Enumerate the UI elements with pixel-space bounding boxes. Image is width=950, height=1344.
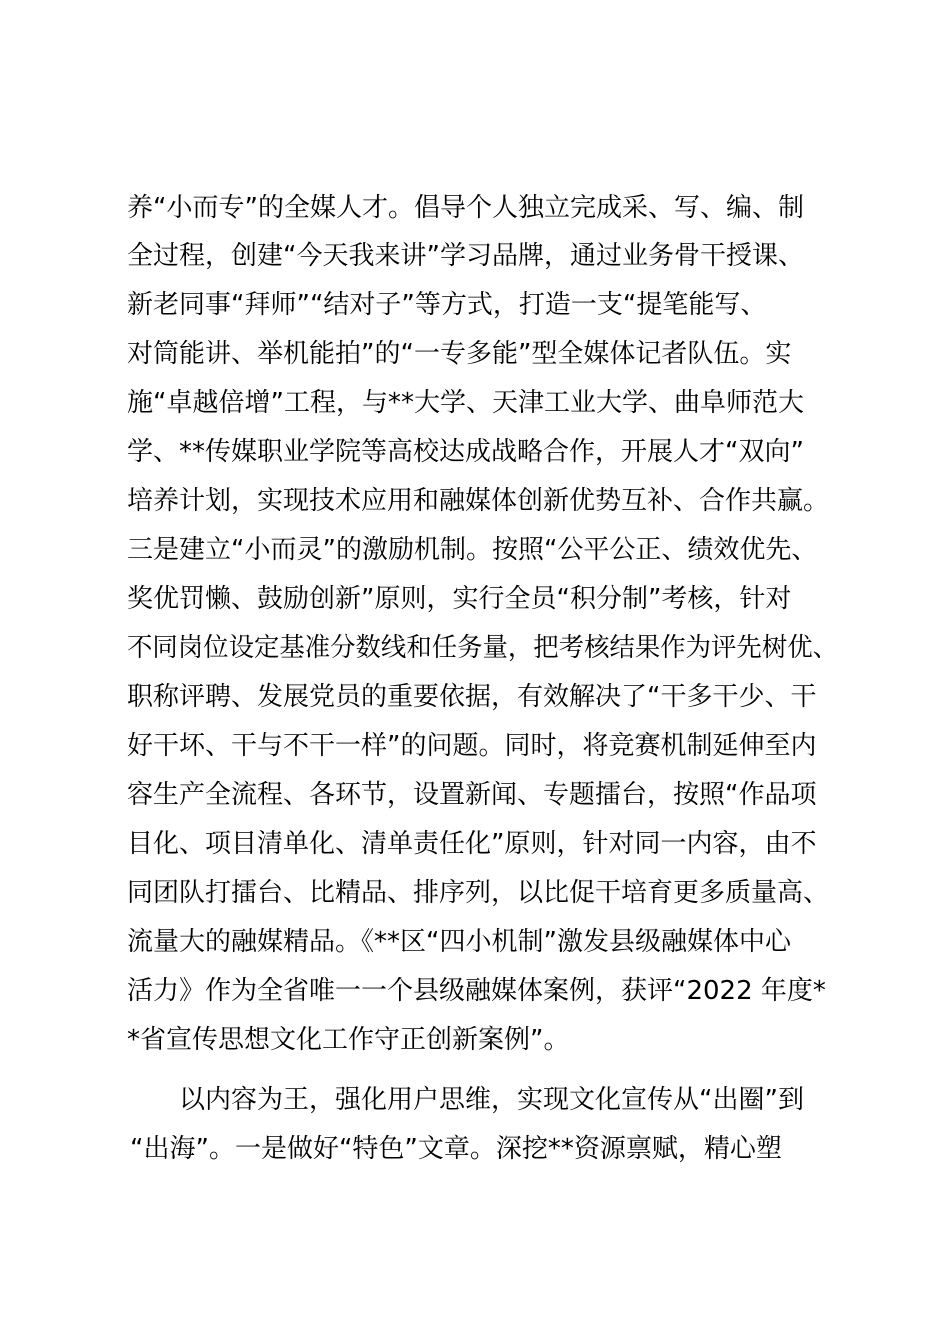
- text-line: 好干坏、干与不干一样”的问题。同时，将竞赛机制延伸至内: [127, 731, 817, 761]
- text-line: 对筒能讲、举机能拍”的“一专多能”型全媒体记者队伍。实: [127, 339, 792, 369]
- text-line: 全过程，创建“今天我来讲”学习品牌，通过业务骨干授课、: [127, 241, 804, 271]
- text-line: 不同岗位设定基准分数线和任务量，把考核结果作为评先树优、: [127, 633, 839, 663]
- text-line: 职称评聘、发展党员的重要依据，有效解决了“干多干少、干: [127, 682, 817, 712]
- text-line: “出海”。一是做好“特色”文章。深挖**资源禀赋，精心塑: [130, 1134, 782, 1164]
- text-line: 新老同事“拜师”“结对子”等方式，打造一支“提笔能写、: [127, 290, 767, 320]
- text-line: *省宣传思想文化工作守正创新案例”。: [127, 1025, 570, 1055]
- text-line: 施“卓越倍增”工程，与**大学、天津工业大学、曲阜师范大: [127, 388, 804, 418]
- text-line: 容生产全流程、各环节，设置新闻、专题擂台，按照“作品项: [127, 780, 817, 810]
- text-line: 培养计划，实现技术应用和融媒体创新优势互补、合作共赢。: [127, 486, 830, 516]
- paragraph-first-line: 以内容为王，强化用户思维，实现文化宣传从“出圈”到: [179, 1085, 804, 1115]
- text-line: 三是建立“小而灵”的激励机制。按照“公平公正、绩效优先、: [127, 535, 818, 565]
- text-line: 奖优罚懒、鼓励创新”原则，实行全员“积分制”考核，针对: [127, 584, 792, 614]
- text-line: 活力》作为全省唯一一个县级融媒体案例，获评“2022 年度*: [127, 976, 826, 1006]
- text-line: 目化、项目清单化、清单责任化”原则，针对同一内容，由不: [127, 829, 817, 859]
- text-line: 养“小而专”的全媒人才。倡导个人独立完成采、写、编、制: [127, 193, 804, 223]
- text-line: 学、**传媒职业学院等高校达成战略合作，开展人才“双向”: [127, 437, 804, 467]
- text-line: 同团队打擂台、比精品、排序列，以比促干培育更多质量高、: [127, 878, 830, 908]
- text-line: 流量大的融媒精品。《**区“四小机制”激发县级融媒体中心: [127, 927, 791, 957]
